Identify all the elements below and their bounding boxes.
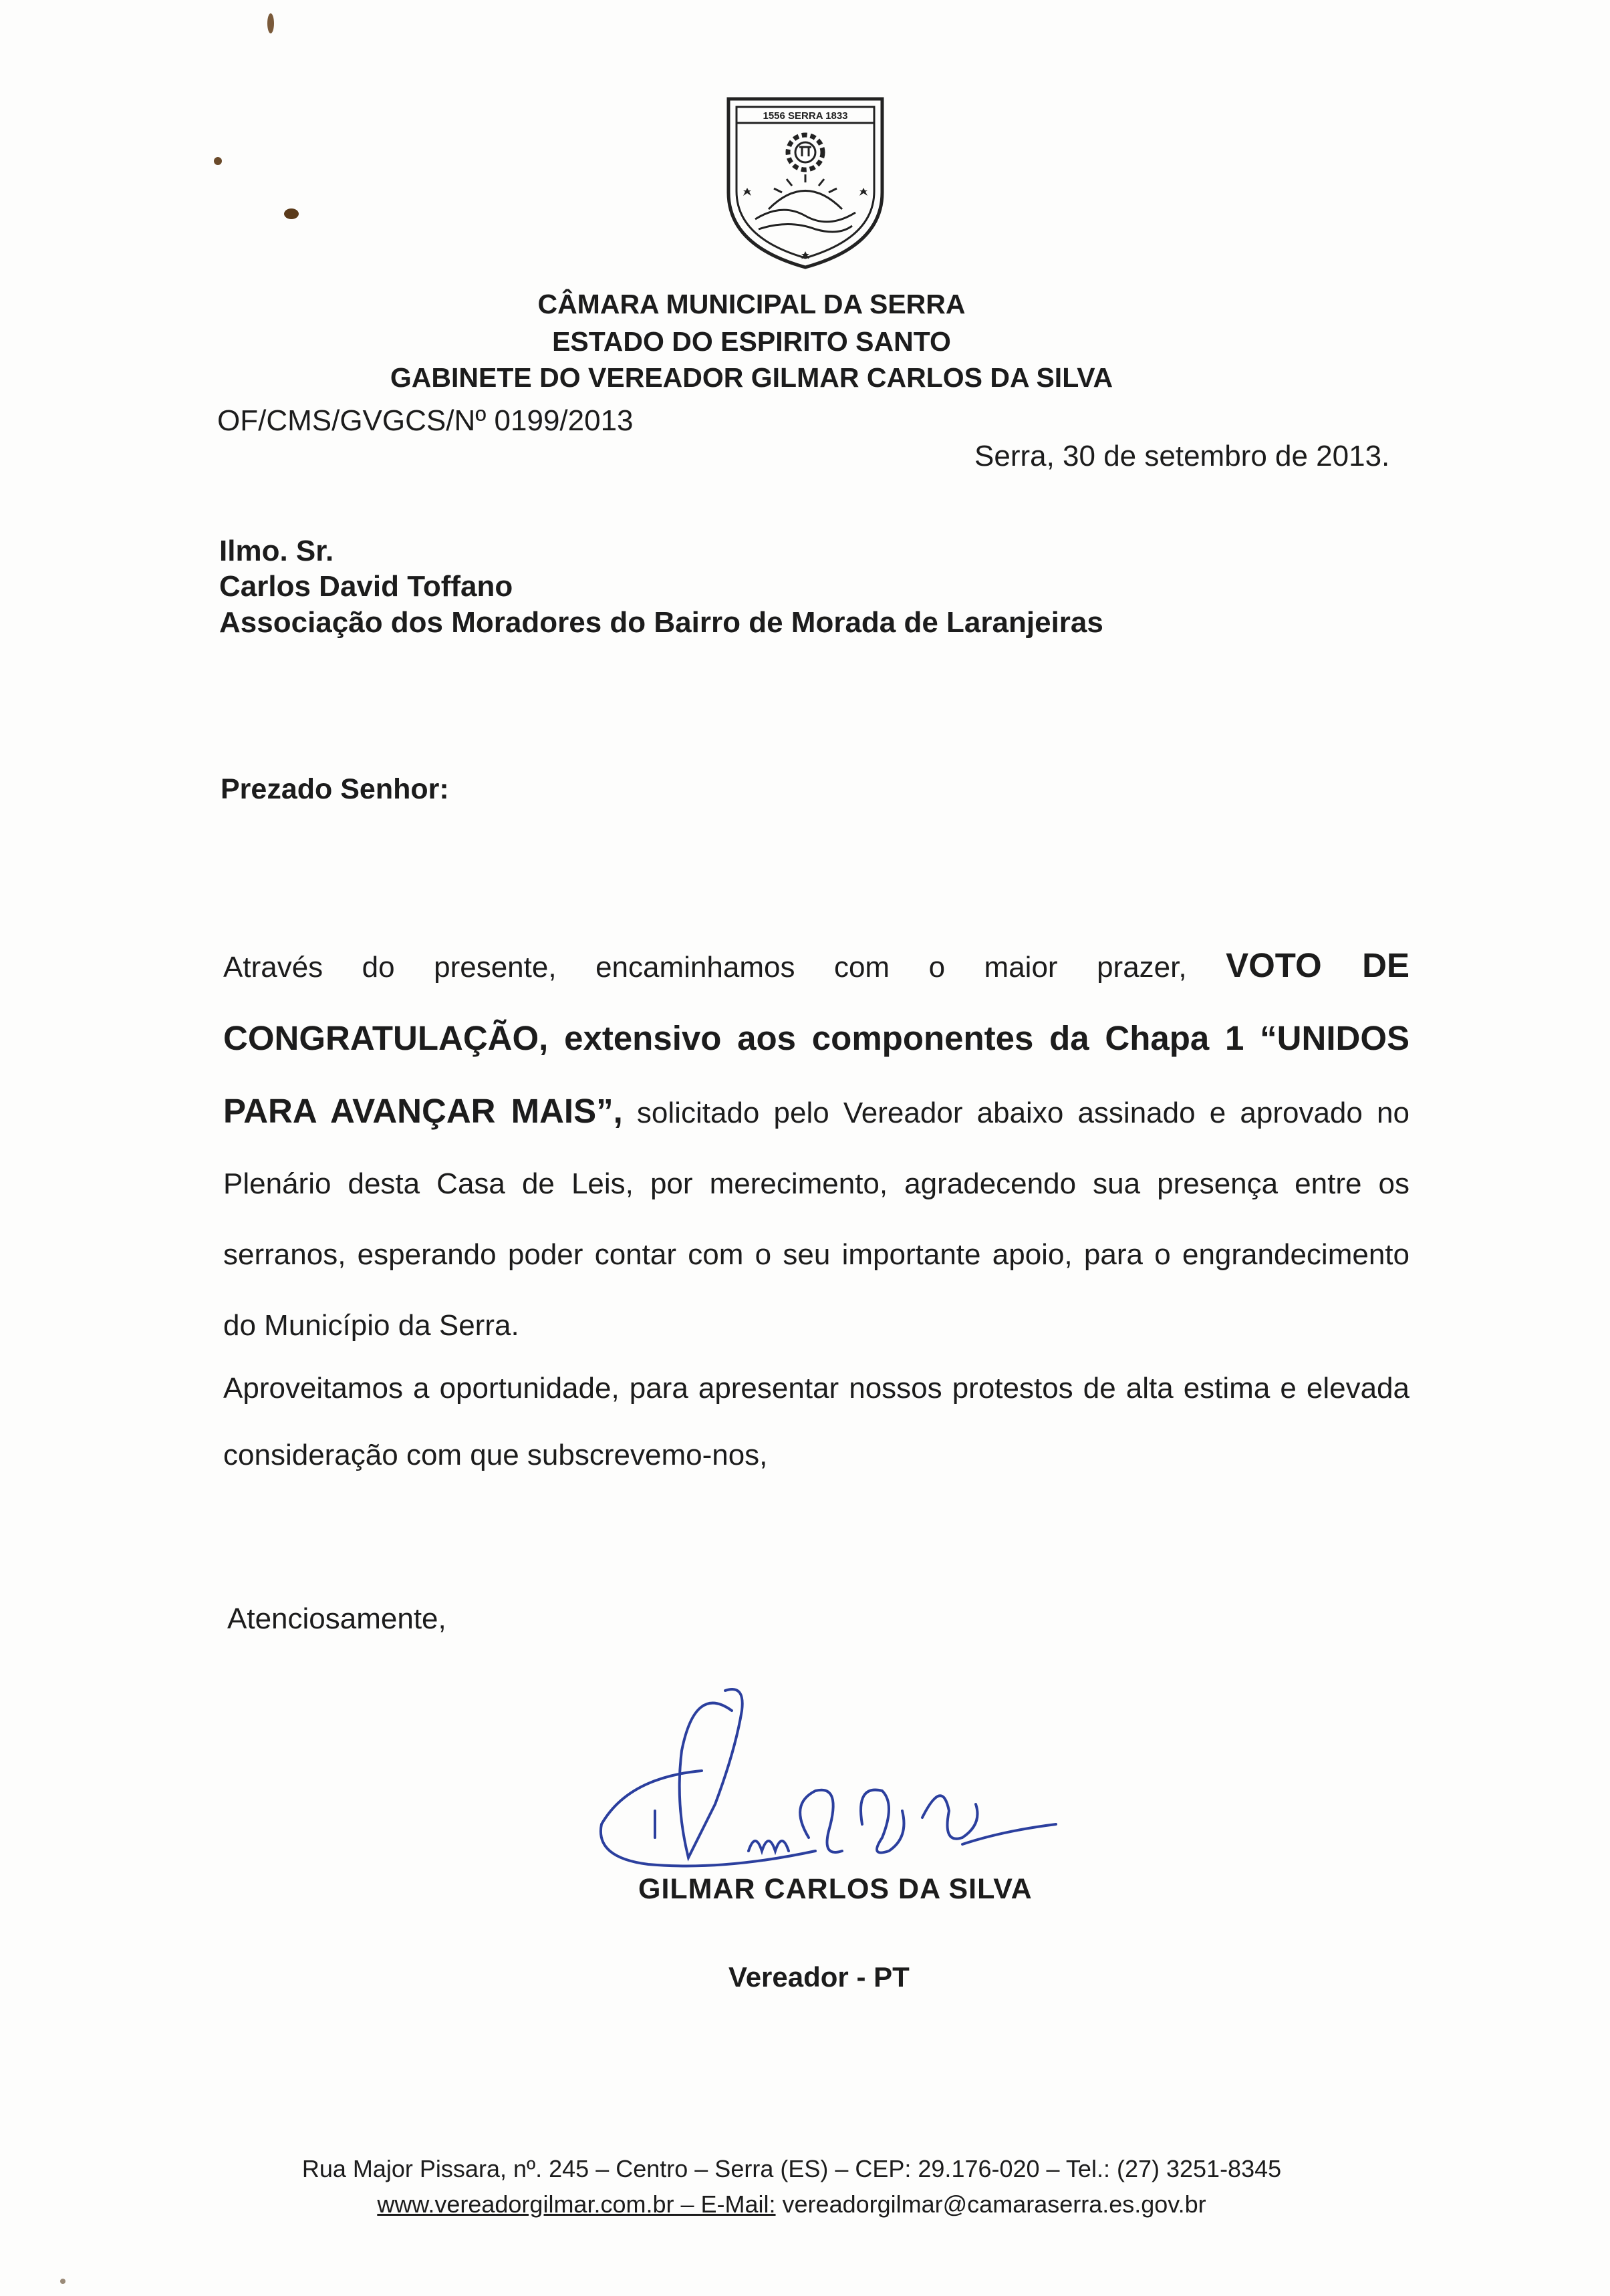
closing: Atenciosamente, [227,1602,446,1635]
footer-contact [0,2190,1597,2218]
signer-name: GILMAR CARLOS DA SILVA [638,1873,1033,1905]
scan-speck [284,208,299,219]
body-paragraph-2: Aproveitamos a oportunidade, para apresentar nossos protestos de alta estima e elevada consideração com que subscrevemo-nos, [223,1372,1410,1471]
crest-banner: 1556 SERRA 1833 [763,110,848,122]
scan-speck [214,157,222,165]
document-date: Serra, 30 de setembro de 2013. [974,440,1390,472]
salutation: Prezado Senhor: [221,773,449,805]
body-p1-rest: solicitado pelo Vereador abaixo assinado e aprovado no Plenário desta Casa de Leis, por merecimento, agradecendo sua presença entre os serranos, esperando poder contar com o seu importante apoio, para o engrandecimento do Município da Serra. [223,1097,1410,1342]
body-p1-intro: Através do presente, encaminhamos com o maior prazer, [223,951,1226,984]
footer-email-label: – E-Mail: [674,2190,776,2218]
body-paragraph-1 [223,930,1410,1361]
header-office: GABINETE DO VEREADOR GILMAR CARLOS DA SILVA [390,362,1113,393]
scan-speck [267,13,274,33]
footer-address: Rua Major Pissara, nº. 245 – Centro – Serra (ES) – CEP: 29.176-020 – Tel.: (27) 3251-8345 [301,2155,1282,2182]
recipient-name: Carlos David Toffano [219,570,513,603]
recipient-organization: Associação dos Moradores do Bairro de Morada de Laranjeiras [219,606,1103,639]
header-chamber: CÂMARA MUNICIPAL DA SERRA [537,289,966,319]
footer-website[interactable]: www.vereadorgilmar.com.br [377,2190,674,2218]
body-p1-highlight: VOTO DE CONGRATULAÇÃO, extensivo aos componentes da Chapa 1 “UNIDOS PARA AVANÇAR MAIS”, [223,946,1410,1130]
document-reference: OF/CMS/GVGCS/Nº 0199/2013 [217,404,634,437]
signer-role: Vereador - PT [728,1961,910,1993]
scan-speck [60,2279,65,2284]
handwritten-signature [588,1671,1069,1891]
header-state: ESTADO DO ESPIRITO SANTO [552,326,951,357]
coat-of-arms-icon [722,92,889,273]
recipient-title: Ilmo. Sr. [219,535,334,567]
footer-email[interactable]: vereadorgilmar@camaraserra.es.gov.br [775,2190,1206,2218]
